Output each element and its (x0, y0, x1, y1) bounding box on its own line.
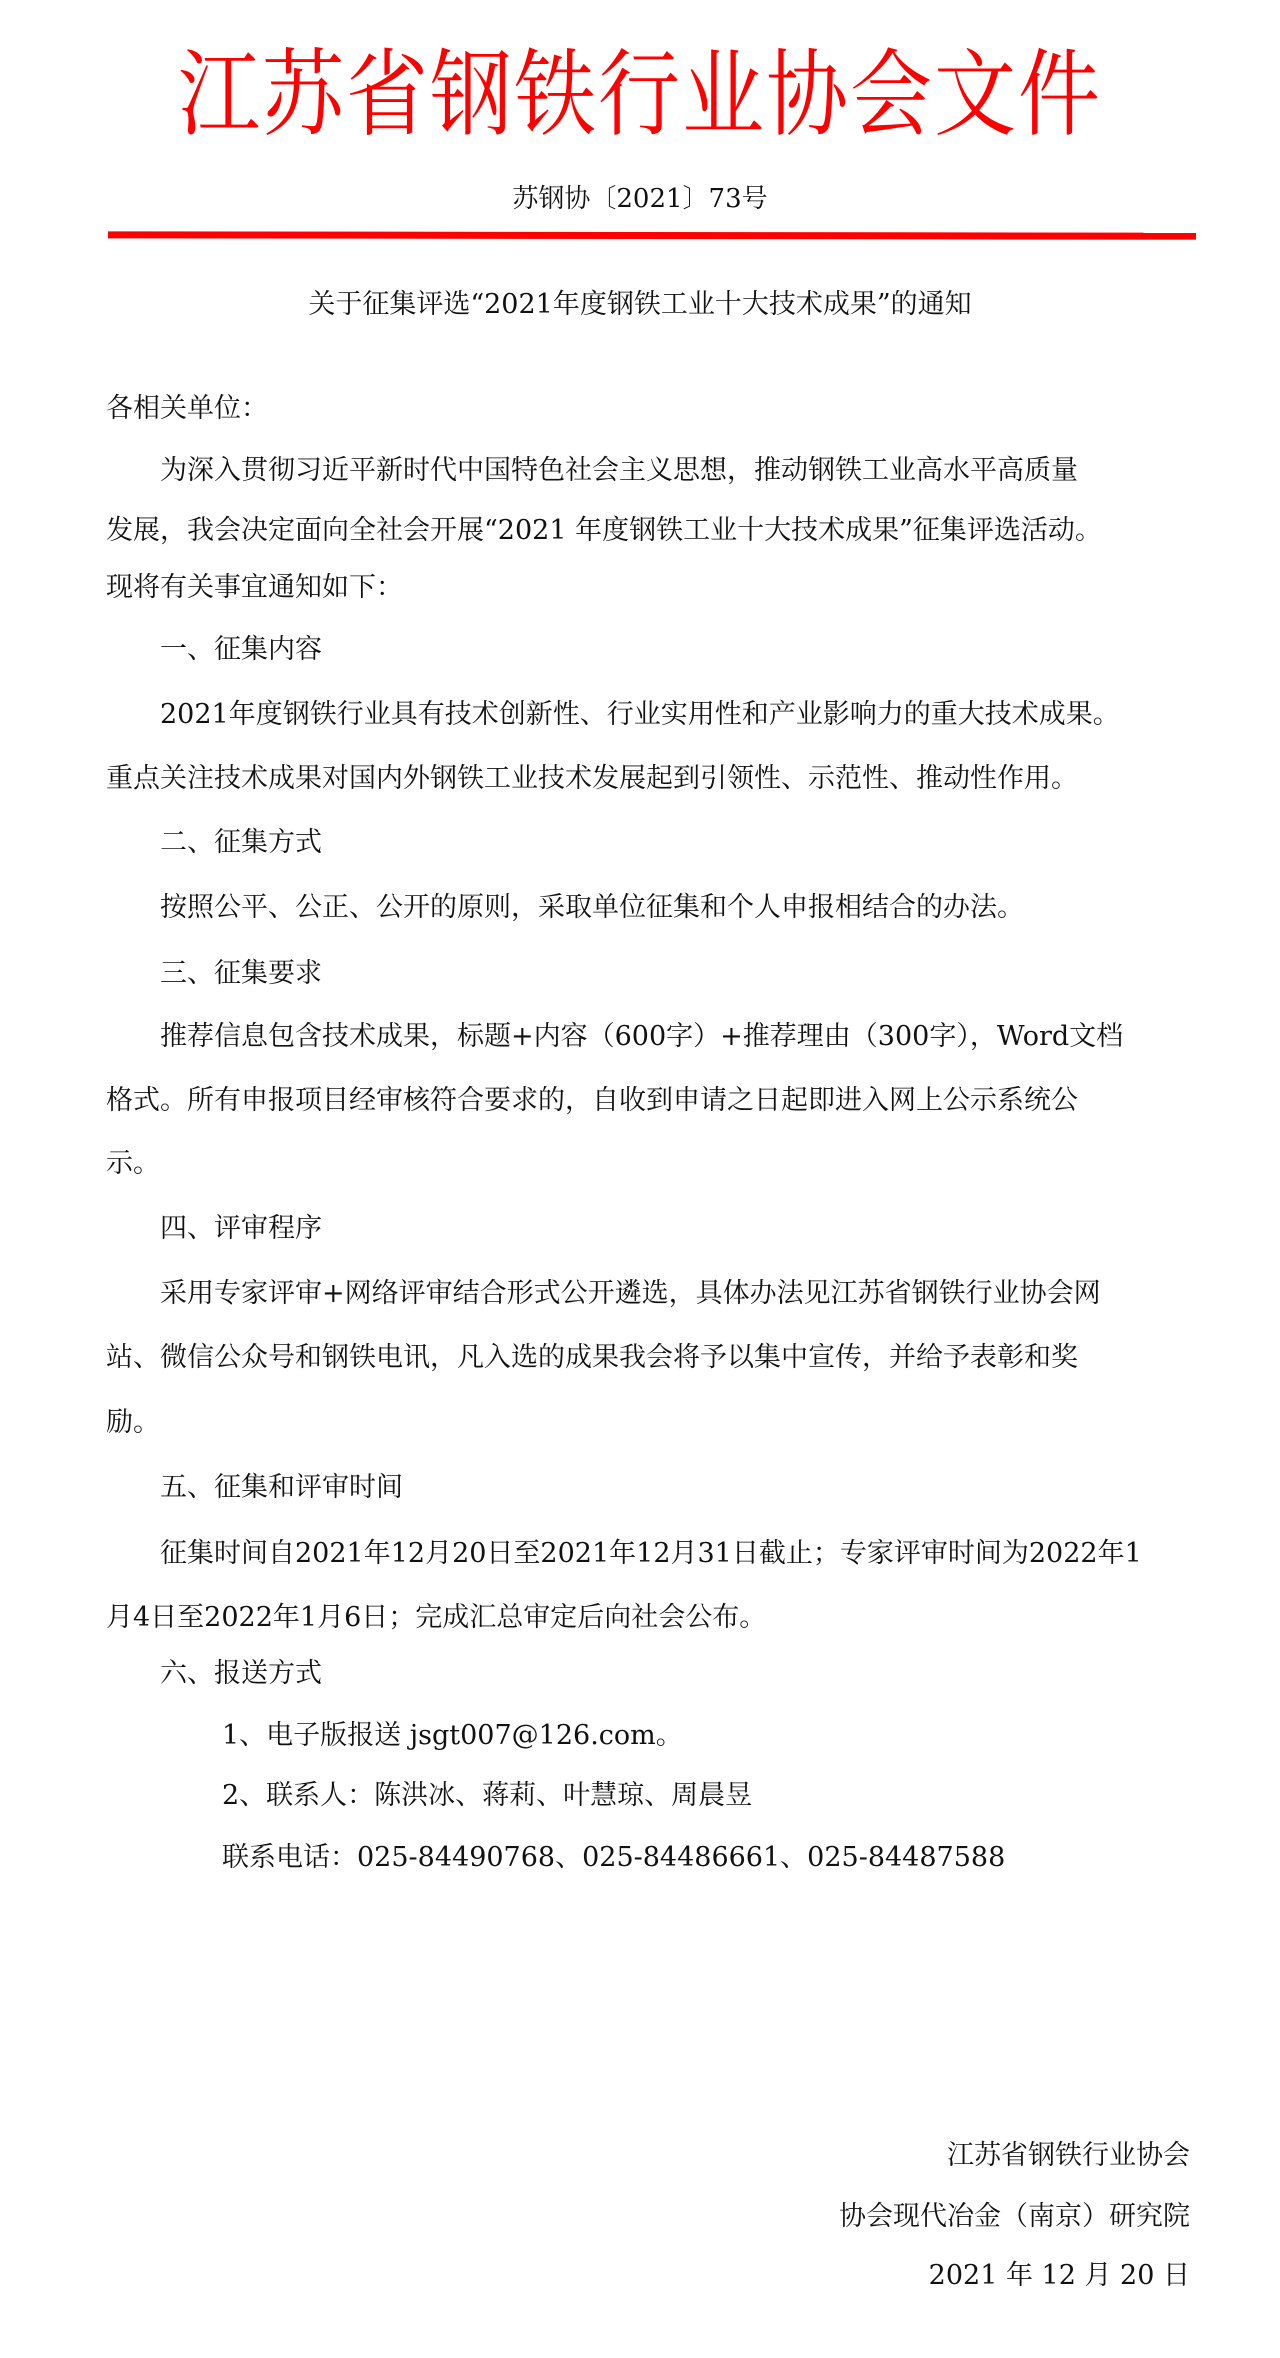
section-line: 推荐信息包含技术成果，标题+内容（600字）+推荐理由（300字），Word文档 (160, 1021, 1124, 1052)
section-line: 格式。所有申报项目经审核符合要求的，自收到申请之日起即进入网上公示系统公 (106, 1085, 1078, 1116)
signature-institute: 协会现代冶金（南京）研究院 (839, 2201, 1190, 2232)
masthead-title: 江苏省钢铁行业协会文件 (177, 40, 1102, 151)
section-line: 月4日至2022年1月6日；完成汇总审定后向社会公布。 (106, 1602, 767, 1633)
contact-phones: 联系电话：025-84490768、025-84486661、025-84487588 (222, 1842, 1006, 1873)
signature-org: 江苏省钢铁行业协会 (947, 2140, 1190, 2171)
notice-title: 关于征集评选“2021年度钢铁工业十大技术成果”的通知 (308, 289, 972, 320)
contact-persons: 2、联系人：陈洪冰、蒋莉、叶慧琼、周晨昱 (222, 1780, 753, 1811)
signature-date: 2021 年 12 月 20 日 (928, 2260, 1190, 2291)
section-heading: 六、报送方式 (160, 1658, 322, 1689)
intro-line: 现将有关事宜通知如下： (106, 572, 403, 603)
section-line: 站、微信公众号和钢铁电讯，凡入选的成果我会将予以集中宣传，并给予表彰和奖 (106, 1342, 1078, 1373)
section-line: 征集时间自2021年12月20日至2021年12月31日截止；专家评审时间为2022年1 (160, 1538, 1142, 1569)
intro-line: 为深入贯彻习近平新时代中国特色社会主义思想，推动钢铁工业高水平高质量 (160, 455, 1078, 486)
section-line: 示。 (106, 1148, 160, 1179)
section-heading: 五、征集和评审时间 (160, 1472, 403, 1503)
salutation: 各相关单位： (106, 393, 268, 424)
section-heading: 三、征集要求 (160, 958, 322, 989)
section-line: 励。 (106, 1407, 160, 1438)
section-heading: 一、征集内容 (160, 634, 322, 665)
section-line: 按照公平、公正、公开的原则，采取单位征集和个人申报相结合的办法。 (160, 892, 1024, 923)
section-heading: 二、征集方式 (160, 827, 322, 858)
section-heading: 四、评审程序 (160, 1213, 322, 1244)
document-number: 苏钢协〔2021〕73号 (512, 184, 768, 214)
section-line: 采用专家评审+网络评审结合形式公开遴选，具体办法见江苏省钢铁行业协会网 (160, 1278, 1101, 1309)
section-line: 重点关注技术成果对国内外钢铁工业技术发展起到引领性、示范性、推动性作用。 (106, 763, 1078, 794)
section-line: 2021年度钢铁行业具有技术创新性、行业实用性和产业影响力的重大技术成果。 (160, 699, 1120, 730)
submission-email: 1、电子版报送 jsgt007@126.com。 (222, 1720, 683, 1751)
intro-line: 发展，我会决定面向全社会开展“2021 年度钢铁工业十大技术成果”征集评选活动。 (106, 515, 1102, 546)
red-divider-rule (108, 231, 1196, 239)
